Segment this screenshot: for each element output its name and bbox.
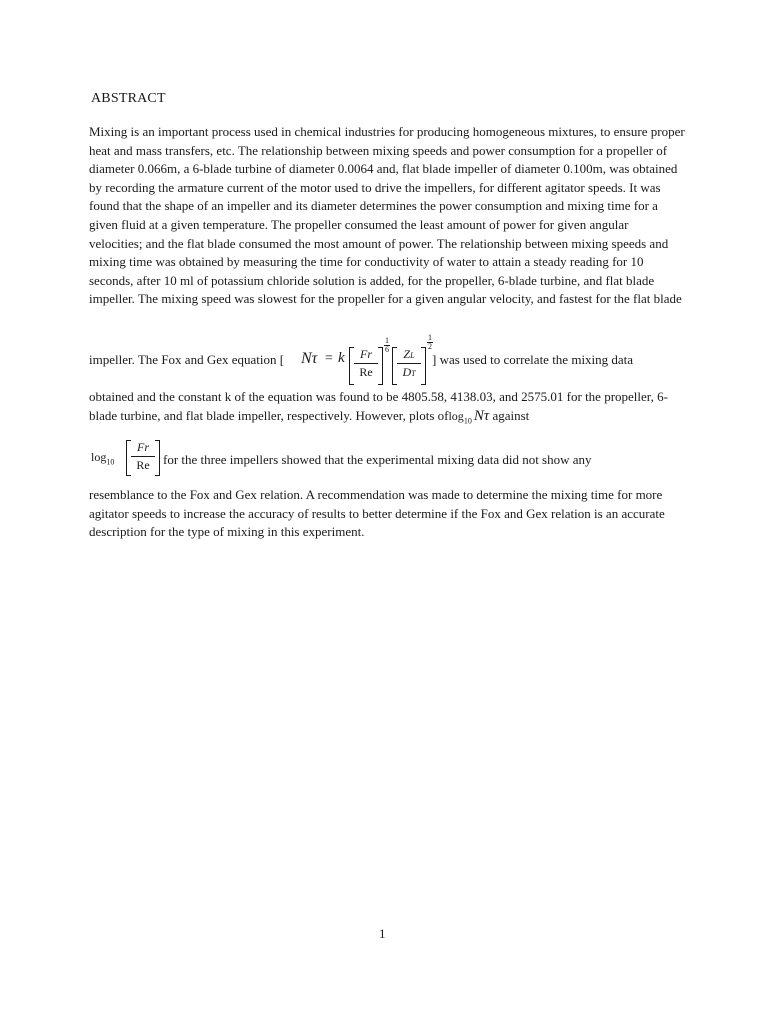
- abstract-paragraph-2: obtained and the constant k of the equation was found to be 4805.58, 4138.03, and 2575.01 for the propeller, 6-blade turbine, and flat blade impeller, respectively. However, plots oflog$_{10}$ Nτ against: [89, 389, 668, 425]
- bracket-right-3: [155, 440, 160, 476]
- equation-trailing-text: ] was used to correlate the mixing data: [432, 352, 634, 367]
- log-10-prefix: $\log_{10}$: [91, 450, 115, 467]
- n-tau-symbol: Nτ: [473, 407, 490, 424]
- exponent-one-half: 1 2: [428, 333, 432, 351]
- equation-k: k: [338, 350, 345, 366]
- abstract-heading: ABSTRACT: [91, 91, 166, 106]
- fr-numerator: Fr: [354, 347, 378, 364]
- abstract-paragraph-3: resemblance to the Fox and Gex relation. A recommendation was made to determine the mixing time for more agitator speeds to increase the accuracy of results to better determine if the Fox and Gex relation is an accurate description for the type of mixing in this experiment.: [89, 487, 665, 540]
- abstract-paragraph-1: Mixing is an important process used in chemical industries for producing homogeneous mixtures, to ensure proper heat and mass transfers, etc. The relationship between mixing speeds and power consumption for a propeller of diameter 0.066m, a 6-blade turbine of diameter 0.0064 and, flat blade impeller of diameter 0.100m, was obtained by recording the armature current of the motor used to drive the impellers, for different agitator speeds. It was found that the shape of an impeller and its diameter determines the power consumption and mixing time for a given fluid at a given temperature. The propeller consumed the least amount of power for given angular velocities; and the flat blade consumed the most amount of power. The relationship between mixing speeds and mixing time was obtained by measuring the time for conductivity of water to attain a steady reading for 10 seconds, after 10 ml of potassium chloride solution is added, for the propeller, 6-blade turbine, and flat blade impeller. The mixing speed was slowest for the propeller for a given angular velocity, and fastest for the flat blade: [89, 124, 685, 307]
- zl-over-dt-fraction: $\frac{ZL}{DT}$: [397, 347, 421, 380]
- dt-denominator: D: [402, 365, 412, 379]
- equation-lhs: Nτ: [301, 350, 318, 367]
- fr-over-re-fraction-2: $\frac{Fr}{Re}$: [131, 440, 155, 473]
- plot-line-text: for the three impellers showed that the experimental mixing data did not show any: [163, 452, 592, 467]
- bracket-right-1: [378, 347, 383, 385]
- page-number: 1: [379, 926, 386, 941]
- bracket-right-2: [421, 347, 426, 385]
- log-10-label: $\log_{10}$: [448, 408, 472, 425]
- fr-over-re-fraction: [354, 347, 378, 380]
- equation-lead-text: impeller. The Fox and Gex equation [: [89, 352, 285, 367]
- fox-gex-equation-line: [89, 333, 689, 388]
- zl-numerator: Z: [403, 347, 411, 361]
- equation-equals: =: [325, 351, 333, 366]
- exponent-one-sixth: 1 6: [385, 336, 389, 354]
- log-fr-re-line: [89, 438, 689, 480]
- re-denominator: Re: [359, 365, 373, 379]
